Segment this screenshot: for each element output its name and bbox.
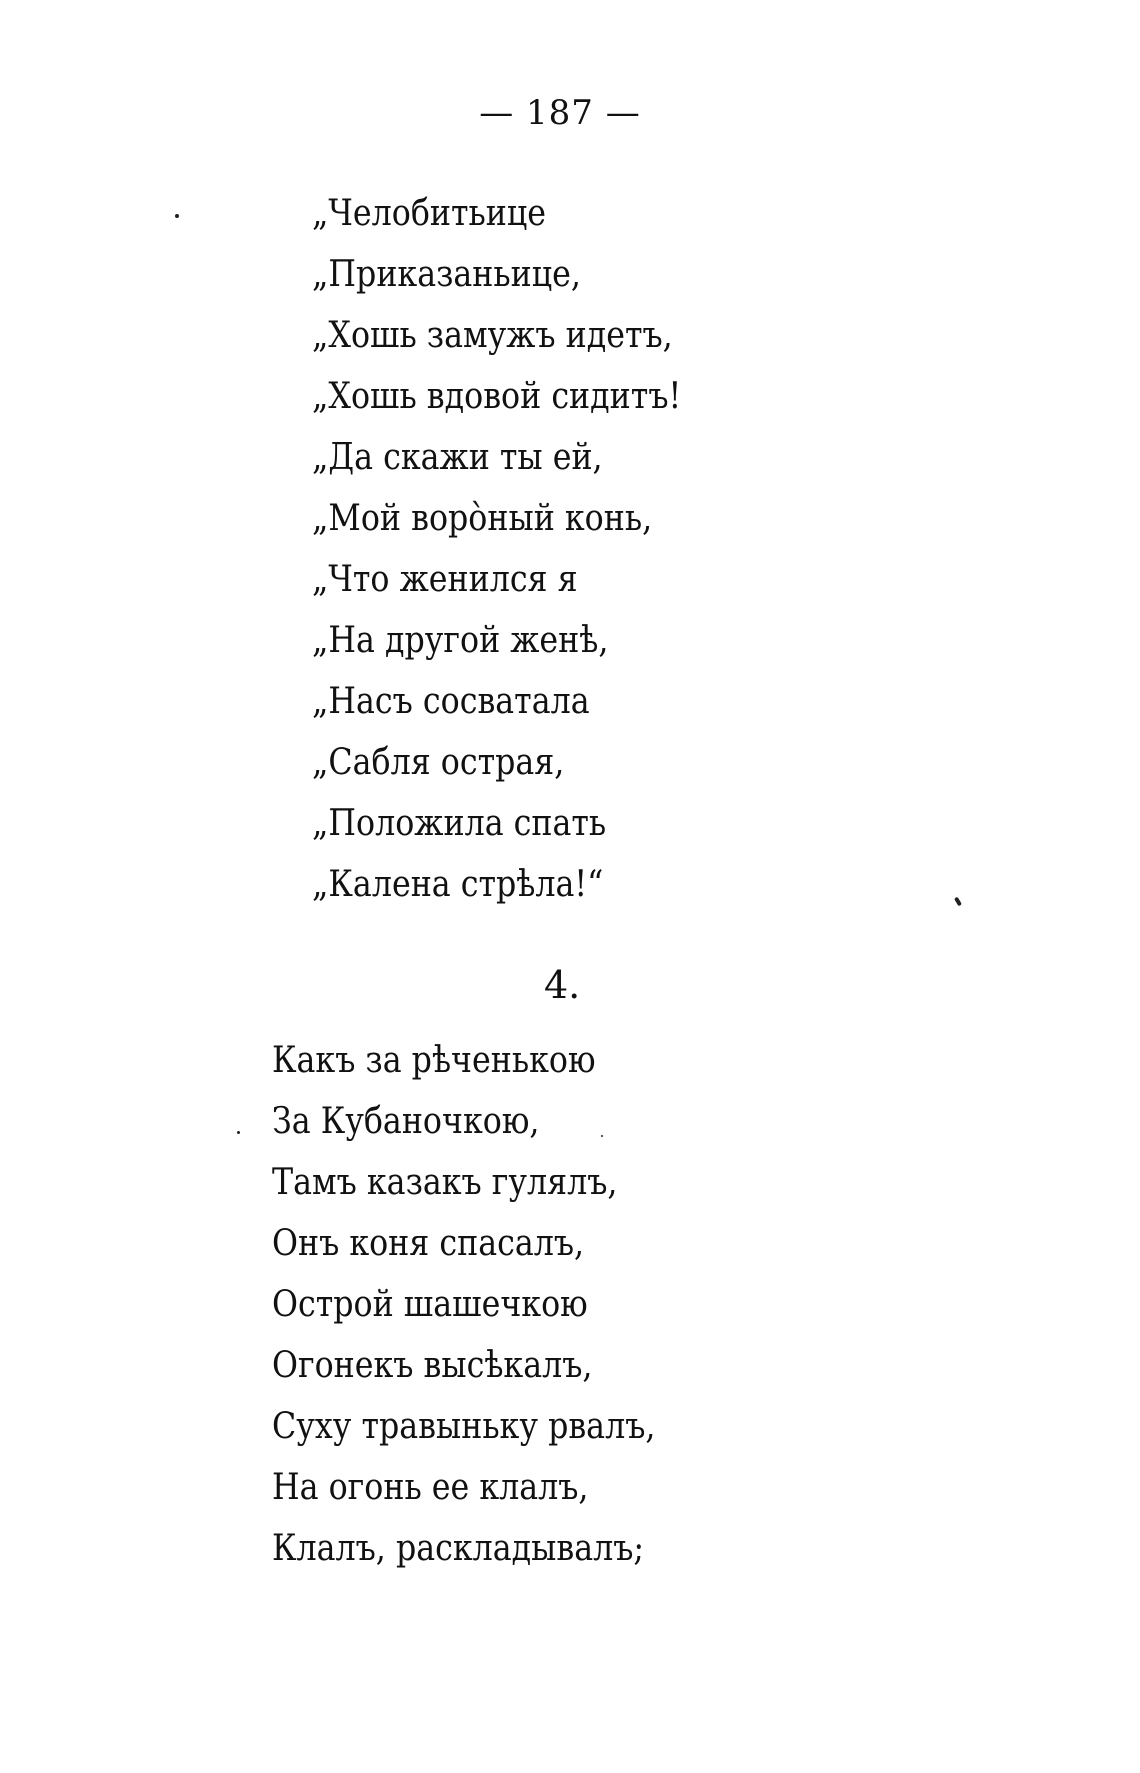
verse-line: Онъ коня спасалъ,: [272, 1223, 585, 1264]
section-number: 4.: [544, 963, 581, 1007]
verse-line: „Калена стрѣла!“: [312, 864, 604, 905]
verse-line: „Что женился я: [312, 559, 578, 600]
verse-line: Суху травыньку рвалъ,: [272, 1406, 656, 1447]
verse-line: Какъ за рѣченькою: [272, 1040, 596, 1081]
scan-speck: [954, 897, 962, 907]
verse-line: Тамъ казакъ гулялъ,: [272, 1162, 618, 1203]
verse-line: „Приказаньице,: [312, 254, 581, 295]
scan-speck: [175, 214, 179, 218]
verse-line: „Мой воро̀ный конь,: [312, 498, 653, 539]
verse-line: Огонекъ высѣкалъ,: [272, 1345, 593, 1386]
scan-speck: [237, 1131, 240, 1134]
verse-line: „Положила спать: [312, 803, 607, 844]
verse-line: „Сабля острая,: [312, 742, 565, 783]
verse-line: „Челобитьице: [312, 193, 547, 234]
verse-line: Острой шашечкою: [272, 1284, 588, 1325]
scan-speck: [601, 1135, 603, 1137]
verse-line: Клалъ, раскладывалъ;: [272, 1528, 645, 1569]
verse-line: На огонь ее клалъ,: [272, 1467, 589, 1508]
page-number: — 187 —: [479, 93, 641, 133]
verse-line: „Да скажи ты ей,: [312, 437, 603, 478]
verse-line: За Кубаночкою,: [272, 1101, 540, 1142]
stanza-continued: [312, 183, 832, 915]
stanza-song-4: [272, 1030, 832, 1579]
verse-line: „На другой женѣ,: [312, 620, 609, 661]
verse-line: „Хошь замужъ идетъ,: [312, 315, 673, 356]
verse-line: „Хошь вдовой сидитъ!: [312, 376, 682, 417]
verse-line: „Насъ сосватала: [312, 681, 590, 722]
